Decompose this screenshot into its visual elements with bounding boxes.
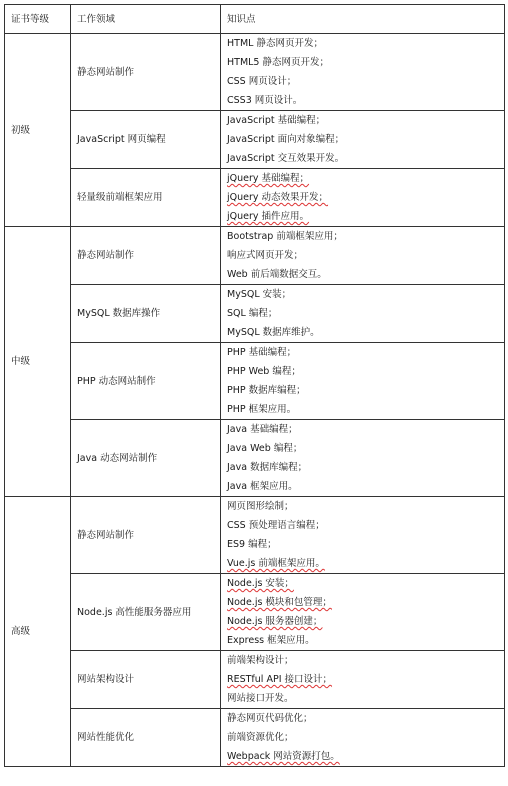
table-header-row xyxy=(5,5,505,34)
header-points: 知识点 xyxy=(221,5,505,34)
knowledge-point: jQuery 插件应用。 xyxy=(227,211,310,222)
certificate-knowledge-table xyxy=(4,4,505,767)
knowledge-point: Bootstrap 前端框架应用； xyxy=(227,231,343,242)
points-cell xyxy=(221,497,505,574)
domain-cell: PHP 动态网站制作 xyxy=(71,343,221,420)
table-row xyxy=(5,651,505,709)
domain-cell: MySQL 数据库操作 xyxy=(71,285,221,343)
table-row xyxy=(5,709,505,767)
points-cell xyxy=(221,34,505,111)
domain-cell: Node.js 高性能服务器应用 xyxy=(71,574,221,651)
knowledge-point: PHP 数据库编程； xyxy=(227,385,306,396)
table-row xyxy=(5,111,505,169)
domain-cell: 轻量级前端框架应用 xyxy=(71,169,221,227)
knowledge-point: PHP 框架应用。 xyxy=(227,404,297,415)
points-cell xyxy=(221,574,505,651)
knowledge-point: Web 前后端数据交互。 xyxy=(227,269,327,280)
knowledge-point: Node.js 安装； xyxy=(227,578,294,589)
knowledge-point: 前端资源优化； xyxy=(227,732,294,743)
knowledge-point: SQL 编程； xyxy=(227,308,278,319)
domain-cell: Java 动态网站制作 xyxy=(71,420,221,497)
knowledge-point: CSS3 网页设计。 xyxy=(227,95,303,106)
knowledge-point: CSS 网页设计； xyxy=(227,76,297,87)
knowledge-point: Webpack 网站资源打包。 xyxy=(227,751,340,762)
knowledge-point: MySQL 安装； xyxy=(227,289,292,300)
knowledge-point: CSS 预处理语言编程； xyxy=(227,520,325,531)
table-row xyxy=(5,227,505,285)
points-cell xyxy=(221,420,505,497)
knowledge-point: JavaScript 交互效果开发。 xyxy=(227,153,345,164)
points-cell xyxy=(221,227,505,285)
knowledge-point: JavaScript 基础编程； xyxy=(227,115,326,126)
knowledge-point: PHP 基础编程； xyxy=(227,347,297,358)
table-row xyxy=(5,497,505,574)
points-cell xyxy=(221,285,505,343)
table-row xyxy=(5,34,505,111)
knowledge-point: Java 框架应用。 xyxy=(227,481,298,492)
domain-cell: 网站性能优化 xyxy=(71,709,221,767)
knowledge-point: Vue.js 前端框架应用。 xyxy=(227,558,325,569)
table-row xyxy=(5,169,505,227)
domain-cell: 静态网站制作 xyxy=(71,497,221,574)
knowledge-point: Express 框架应用。 xyxy=(227,635,315,646)
knowledge-point: Java 基础编程； xyxy=(227,424,298,435)
points-cell xyxy=(221,343,505,420)
table-row xyxy=(5,420,505,497)
points-cell xyxy=(221,651,505,709)
knowledge-point: Java 数据库编程； xyxy=(227,462,308,473)
table-row xyxy=(5,343,505,420)
knowledge-point: HTML5 静态网页开发； xyxy=(227,57,329,68)
knowledge-point: MySQL 数据库维护。 xyxy=(227,327,320,338)
points-cell xyxy=(221,111,505,169)
level-cell: 中级 xyxy=(5,227,71,497)
table-row xyxy=(5,574,505,651)
knowledge-point: Java Web 编程； xyxy=(227,443,303,454)
domain-cell: 静态网站制作 xyxy=(71,34,221,111)
knowledge-point: HTML 静态网页开发； xyxy=(227,38,323,49)
domain-cell: 网站架构设计 xyxy=(71,651,221,709)
header-domain: 工作领域 xyxy=(71,5,221,34)
knowledge-point: jQuery 动态效果开发； xyxy=(227,192,329,203)
domain-cell: JavaScript 网页编程 xyxy=(71,111,221,169)
knowledge-point: 响应式网页开发； xyxy=(227,250,304,261)
knowledge-point: 静态网页代码优化； xyxy=(227,713,313,724)
knowledge-point: Node.js 模块和包管理； xyxy=(227,597,332,608)
header-level: 证书等级 xyxy=(5,5,71,34)
points-cell xyxy=(221,709,505,767)
level-cell: 高级 xyxy=(5,497,71,767)
knowledge-point: jQuery 基础编程； xyxy=(227,173,310,184)
knowledge-point: Node.js 服务器创建； xyxy=(227,616,323,627)
table-row xyxy=(5,285,505,343)
knowledge-point: 网站接口开发。 xyxy=(227,693,294,704)
level-cell: 初级 xyxy=(5,34,71,227)
knowledge-point: 前端架构设计； xyxy=(227,655,294,666)
knowledge-point: PHP Web 编程； xyxy=(227,366,301,377)
knowledge-point: 网页图形绘制； xyxy=(227,501,294,512)
domain-cell: 静态网站制作 xyxy=(71,227,221,285)
points-cell xyxy=(221,169,505,227)
knowledge-point: ES9 编程； xyxy=(227,539,277,550)
knowledge-point: JavaScript 面向对象编程； xyxy=(227,134,345,145)
knowledge-point: RESTful API 接口设计； xyxy=(227,674,333,685)
